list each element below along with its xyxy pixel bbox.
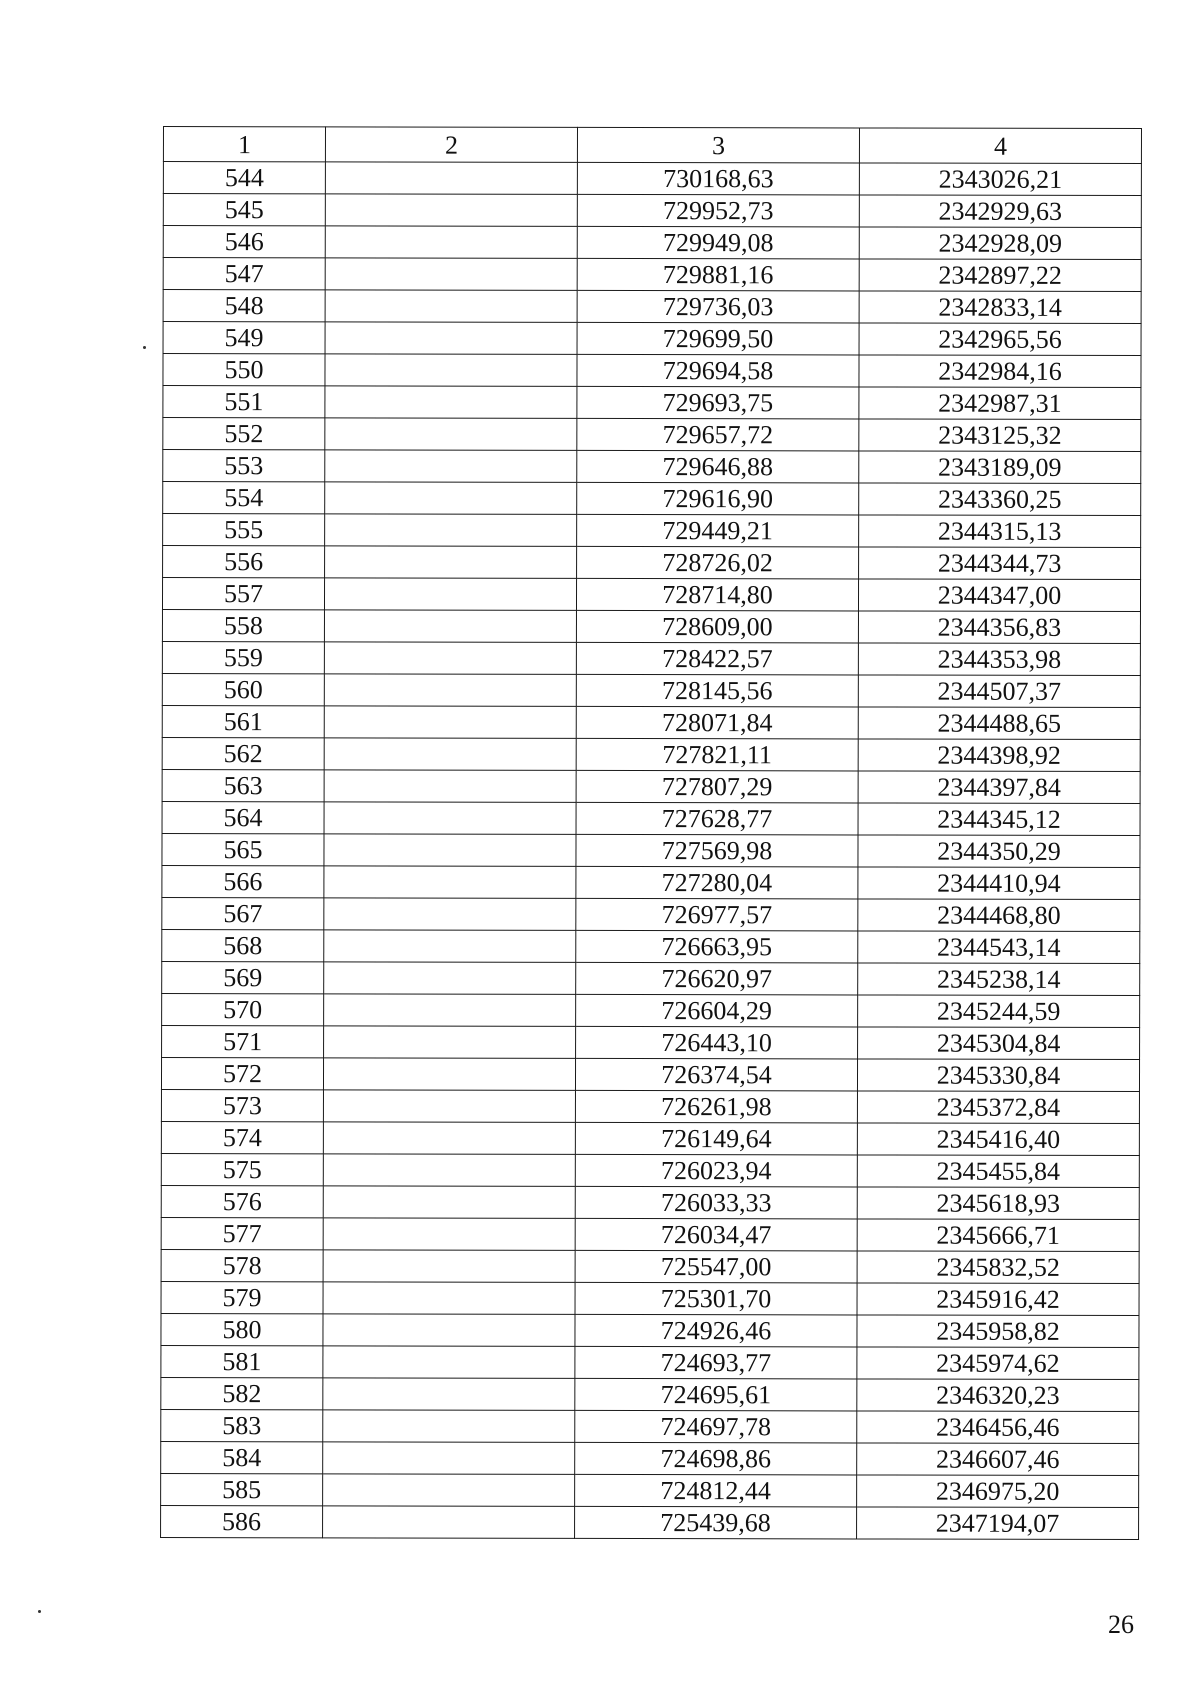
point-number-cell: 549 [163,322,325,354]
name-cell [325,322,577,355]
name-cell [324,1026,576,1059]
point-number-cell: 562 [162,737,324,769]
name-cell [323,1218,575,1251]
y-coordinate-cell: 2344488,65 [858,707,1140,740]
table-row [161,1089,1139,1123]
y-coordinate-cell: 2345330,84 [857,1059,1139,1092]
table-row [162,961,1140,995]
x-coordinate-cell: 730168,63 [577,162,859,195]
name-cell [325,226,577,259]
y-coordinate-cell: 2344507,37 [858,675,1140,708]
y-coordinate-cell: 2344397,84 [858,771,1140,804]
point-number-cell: 545 [163,194,325,226]
x-coordinate-cell: 726033,33 [575,1186,857,1219]
name-cell [324,610,576,643]
table-row [162,833,1140,867]
name-cell [323,1250,575,1283]
x-coordinate-cell: 727821,11 [576,738,858,771]
x-coordinate-cell: 728609,00 [576,610,858,643]
name-cell [324,866,576,899]
name-cell [323,1474,575,1507]
x-coordinate-cell: 727569,98 [576,834,858,867]
x-coordinate-cell: 726663,95 [576,930,858,963]
y-coordinate-cell: 2345916,42 [857,1283,1139,1316]
name-cell [323,1410,575,1443]
page-number: 26 [1108,1610,1134,1639]
table-row [163,386,1141,420]
y-coordinate-cell: 2347194,07 [857,1507,1139,1540]
x-coordinate-cell: 727807,29 [576,770,858,803]
y-coordinate-cell: 2342984,16 [859,355,1141,388]
name-cell [323,1442,575,1475]
name-cell [324,930,576,963]
name-cell [323,1154,575,1187]
x-coordinate-cell: 726023,94 [575,1154,857,1187]
point-number-cell: 553 [163,450,325,482]
point-number-cell: 573 [161,1089,323,1121]
y-coordinate-cell: 2342833,14 [859,291,1141,324]
y-coordinate-cell: 2346607,46 [857,1443,1139,1476]
table-row [161,1409,1139,1443]
x-coordinate-cell: 729736,03 [577,290,859,323]
y-coordinate-cell: 2345618,93 [857,1187,1139,1220]
coordinates-table [160,126,1142,1540]
x-coordinate-cell: 729657,72 [577,418,859,451]
x-coordinate-cell: 725301,70 [575,1282,857,1315]
table-row [161,1057,1139,1091]
name-cell [323,1346,575,1379]
name-cell [325,546,577,579]
name-cell [324,642,576,675]
name-cell [324,770,576,803]
x-coordinate-cell: 729449,21 [577,514,859,547]
y-coordinate-cell: 2345455,84 [857,1155,1139,1188]
table-row [163,322,1141,356]
name-cell [324,962,576,995]
table-row [161,1313,1139,1347]
x-coordinate-cell: 729952,73 [577,194,859,227]
table-row [163,450,1141,484]
y-coordinate-cell: 2342897,22 [859,259,1141,292]
x-coordinate-cell: 724812,44 [575,1474,857,1507]
x-coordinate-cell: 729949,08 [577,226,859,259]
name-cell [323,1314,575,1347]
name-cell [325,194,577,227]
table-row [163,514,1141,548]
table-row [163,162,1141,196]
y-coordinate-cell: 2343189,09 [859,451,1141,484]
name-cell [324,994,576,1027]
table-body [161,127,1142,1540]
table-row [163,290,1141,324]
y-coordinate-cell: 2344347,00 [858,579,1140,612]
y-coordinate-cell: 2345244,59 [858,995,1140,1028]
x-coordinate-cell: 728422,57 [576,642,858,675]
point-number-cell: 544 [163,162,325,194]
name-cell [324,706,576,739]
point-number-cell: 563 [162,769,324,801]
x-coordinate-cell: 729646,88 [577,450,859,483]
point-number-cell: 560 [162,673,324,705]
point-number-cell: 576 [161,1185,323,1217]
name-cell [325,418,577,451]
x-coordinate-cell: 724697,78 [575,1410,857,1443]
point-number-cell: 566 [162,865,324,897]
scan-speck [143,346,146,349]
table-row [162,897,1140,931]
table-row [161,1441,1139,1475]
y-coordinate-cell: 2344315,13 [859,515,1141,548]
y-coordinate-cell: 2343026,21 [859,163,1141,196]
point-number-cell: 557 [162,578,324,610]
table-row [161,1473,1139,1507]
table-row [163,354,1141,388]
point-number-cell: 580 [161,1313,323,1345]
table-row [161,1345,1139,1379]
y-coordinate-cell: 2345958,82 [857,1315,1139,1348]
y-coordinate-cell: 2343125,32 [859,419,1141,452]
x-coordinate-cell: 726620,97 [576,962,858,995]
y-coordinate-cell: 2346320,23 [857,1379,1139,1412]
y-coordinate-cell: 2345416,40 [857,1123,1139,1156]
x-coordinate-cell: 729881,16 [577,258,859,291]
y-coordinate-cell: 2344350,29 [858,835,1140,868]
y-coordinate-cell: 2346456,46 [857,1411,1139,1444]
table-row [163,194,1141,228]
point-number-cell: 559 [162,641,324,673]
scan-speck [38,1610,41,1613]
x-coordinate-cell: 728726,02 [577,546,859,579]
x-coordinate-cell: 729693,75 [577,386,859,419]
point-number-cell: 572 [161,1057,323,1089]
point-number-cell: 575 [161,1153,323,1185]
x-coordinate-cell: 726443,10 [576,1026,858,1059]
name-cell [325,162,577,195]
point-number-cell: 583 [161,1409,323,1441]
table-row [163,546,1141,580]
name-cell [324,578,576,611]
y-coordinate-cell: 2344398,92 [858,739,1140,772]
x-coordinate-cell: 725439,68 [575,1506,857,1539]
table-row [162,1025,1140,1059]
x-coordinate-cell: 726149,64 [575,1122,857,1155]
x-coordinate-cell: 724695,61 [575,1378,857,1411]
table-header-row [163,127,1141,164]
table-row [161,1185,1139,1219]
name-cell [325,482,577,515]
table-row [162,610,1140,644]
name-cell [323,1090,575,1123]
table-row [163,418,1141,452]
table-row [162,929,1140,963]
table-row [162,993,1140,1027]
point-number-cell: 552 [163,418,325,450]
column-header-3: 3 [577,127,859,163]
point-number-cell: 582 [161,1377,323,1409]
point-number-cell: 546 [163,226,325,258]
name-cell [325,450,577,483]
y-coordinate-cell: 2344344,73 [859,547,1141,580]
x-coordinate-cell: 729694,58 [577,354,859,387]
y-coordinate-cell: 2342965,56 [859,323,1141,356]
x-coordinate-cell: 728071,84 [576,706,858,739]
point-number-cell: 554 [163,482,325,514]
table-row [162,865,1140,899]
y-coordinate-cell: 2345238,14 [858,963,1140,996]
y-coordinate-cell: 2344345,12 [858,803,1140,836]
table-row [161,1153,1139,1187]
x-coordinate-cell: 726977,57 [576,898,858,931]
point-number-cell: 551 [163,386,325,418]
x-coordinate-cell: 726604,29 [576,994,858,1027]
table-row [161,1121,1139,1155]
table-row [161,1217,1139,1251]
y-coordinate-cell: 2344543,14 [858,931,1140,964]
table-row [162,737,1140,771]
table-row [162,801,1140,835]
x-coordinate-cell: 728714,80 [576,578,858,611]
point-number-cell: 548 [163,290,325,322]
name-cell [324,834,576,867]
x-coordinate-cell: 725547,00 [575,1250,857,1283]
table-row [161,1505,1139,1539]
x-coordinate-cell: 727280,04 [576,866,858,899]
x-coordinate-cell: 726261,98 [575,1090,857,1123]
y-coordinate-cell: 2344410,94 [858,867,1140,900]
point-number-cell: 584 [161,1441,323,1473]
x-coordinate-cell: 728145,56 [576,674,858,707]
name-cell [325,514,577,547]
point-number-cell: 550 [163,354,325,386]
x-coordinate-cell: 726034,47 [575,1218,857,1251]
y-coordinate-cell: 2345974,62 [857,1347,1139,1380]
x-coordinate-cell: 724926,46 [575,1314,857,1347]
name-cell [323,1378,575,1411]
y-coordinate-cell: 2343360,25 [859,483,1141,516]
x-coordinate-cell: 729616,90 [577,482,859,515]
y-coordinate-cell: 2344353,98 [858,643,1140,676]
name-cell [323,1122,575,1155]
x-coordinate-cell: 724698,86 [575,1442,857,1475]
point-number-cell: 581 [161,1345,323,1377]
table-row [163,226,1141,260]
y-coordinate-cell: 2346975,20 [857,1475,1139,1508]
table-row [162,578,1140,612]
point-number-cell: 564 [162,801,324,833]
name-cell [323,1058,575,1091]
table-row [162,673,1140,707]
point-number-cell: 579 [161,1281,323,1313]
y-coordinate-cell: 2342929,63 [859,195,1141,228]
name-cell [325,258,577,291]
y-coordinate-cell: 2345666,71 [857,1219,1139,1252]
name-cell [324,898,576,931]
point-number-cell: 556 [163,546,325,578]
y-coordinate-cell: 2342987,31 [859,387,1141,420]
column-header-2: 2 [325,127,577,163]
y-coordinate-cell: 2345372,84 [857,1091,1139,1124]
table-row [162,769,1140,803]
name-cell [325,290,577,323]
x-coordinate-cell: 729699,50 [577,322,859,355]
y-coordinate-cell: 2345304,84 [858,1027,1140,1060]
point-number-cell: 586 [161,1505,323,1537]
point-number-cell: 585 [161,1473,323,1505]
table-row [162,641,1140,675]
x-coordinate-cell: 726374,54 [575,1058,857,1091]
y-coordinate-cell: 2342928,09 [859,227,1141,260]
table-row [162,705,1140,739]
name-cell [323,1282,575,1315]
point-number-cell: 571 [162,1025,324,1057]
name-cell [323,1186,575,1219]
x-coordinate-cell: 724693,77 [575,1346,857,1379]
point-number-cell: 567 [162,897,324,929]
y-coordinate-cell: 2345832,52 [857,1251,1139,1284]
table-row [161,1249,1139,1283]
table-row [163,482,1141,516]
column-header-4: 4 [859,128,1141,164]
x-coordinate-cell: 727628,77 [576,802,858,835]
name-cell [324,802,576,835]
name-cell [325,354,577,387]
name-cell [325,386,577,419]
point-number-cell: 565 [162,833,324,865]
point-number-cell: 568 [162,929,324,961]
point-number-cell: 555 [163,514,325,546]
point-number-cell: 578 [161,1249,323,1281]
y-coordinate-cell: 2344356,83 [858,611,1140,644]
name-cell [324,738,576,771]
name-cell [323,1506,575,1539]
coordinates-table-container [160,126,1141,1540]
point-number-cell: 547 [163,258,325,290]
column-header-1: 1 [163,127,325,162]
point-number-cell: 569 [162,961,324,993]
point-number-cell: 570 [162,993,324,1025]
name-cell [324,674,576,707]
point-number-cell: 558 [162,610,324,642]
y-coordinate-cell: 2344468,80 [858,899,1140,932]
point-number-cell: 561 [162,705,324,737]
table-row [161,1281,1139,1315]
table-row [163,258,1141,292]
point-number-cell: 574 [161,1121,323,1153]
point-number-cell: 577 [161,1217,323,1249]
table-row [161,1377,1139,1411]
